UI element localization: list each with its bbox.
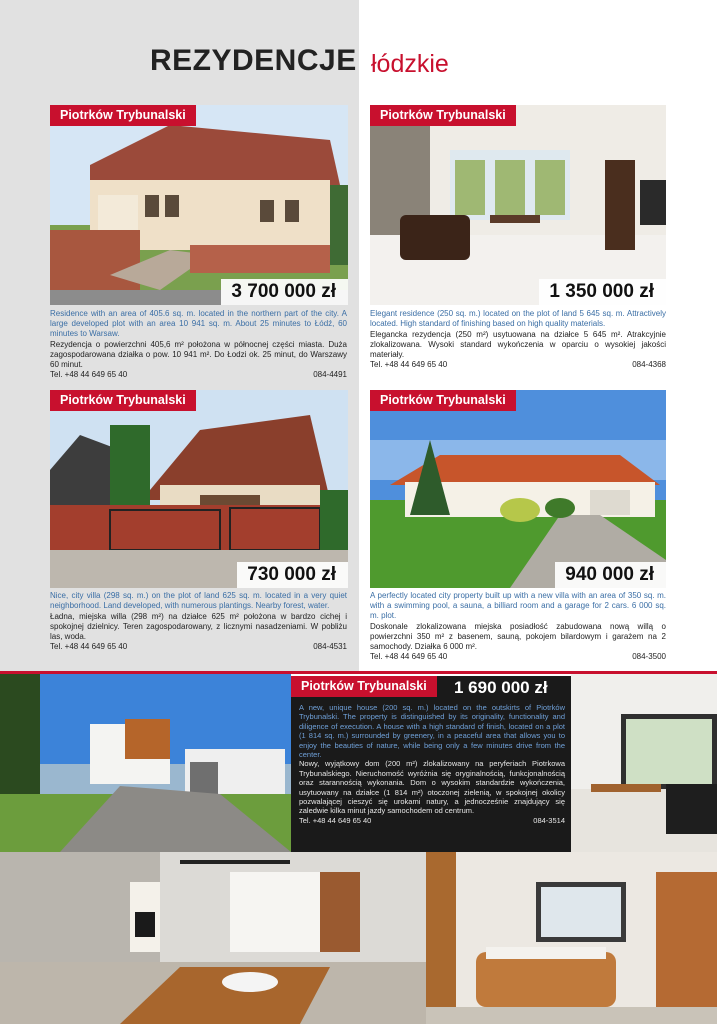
description-polish: Doskonale zlokalizowana miejska posiadłość zabudowana nową willą o powierzchni 350 m² z basenem, sauną, pokojem bilardowym i garażem na 2 samochody. Działka 6 000 m². [370,622,666,651]
listing-description-4 [370,591,666,662]
phone-number[interactable]: Tel. +48 44 649 65 40 [50,642,128,651]
description-english: A new, unique house (200 sq. m.) located on the outskirts of Piotrków Trybunalski. The property is distinguished by its originality, functionality and diligence of execution. A house with a high standard of finish, located on a plot (1 814 sq. m.) surrounded by greenery, in a peaceful area that allows you to enjoy the beauties of nature, while being only a few minutes drive from the center. [299,703,565,760]
featured-kitchen-photo [0,852,426,1024]
description-english: Elegant residence (250 sq. m.) located on the plot of land 5 645 sq. m. Attractively located. High standard of finishing based on high quality materials. [370,309,666,328]
listing-description-2 [370,309,666,370]
description-english: Nice, city villa (298 sq. m.) on the plot of land 625 sq. m. located in a very quiet neighborhood. Land developed, with numerous plantings. Nearby forest, water. [50,591,347,610]
description-english: A perfectly located city property built up with a new villa with an area of 350 sq. m. with a swimming pool, a sauna, a billiard room and a garage for 2 cars. 6 000 sq. m. plot. [370,591,666,620]
location-tag: Piotrków Trybunalski [370,105,516,126]
phone-number[interactable]: Tel. +48 44 649 65 40 [370,360,448,369]
description-polish: Ładna, miejska willa (298 m²) na działce 625 m² położona w bardzo cichej i spokojnej dzielnicy. Teren zagospodarowany, z licznymi nasadzeniami. W pobliżu las, woda. [50,612,347,641]
description-english: Residence with an area of 405.6 sq. m. located in the northern part of the city. A large developed plot with an area 10 941 sq. m. About 25 minutes to Łódź, 60 minutes to Warsaw. [50,309,347,338]
description-polish: Rezydencja o powierzchni 405,6 m² położona w północnej części miasta. Duża zagospodarowana działka o pow. 10 941 m². Do Łodzi ok. 25 minut, do Warszawy 60 minut. [50,340,347,369]
listing-photo-3 [50,390,348,588]
price-label: 940 000 zł [555,562,666,588]
listing-description-1 [50,309,347,380]
listing-card-2[interactable] [370,105,666,305]
reference-number: 084-3514 [533,815,565,825]
featured-bathroom-photo [426,852,717,1024]
reference-number: 084-4491 [313,370,347,379]
featured-listing-panel[interactable] [291,676,571,852]
featured-description [299,703,565,825]
listing-photo-2 [370,105,666,305]
location-tag: Piotrków Trybunalski [291,676,437,697]
description-polish: Nowy, wyjątkowy dom (200 m²) zlokalizowany na peryferiach Piotrkowa Trybunalskiego. Nieruchomość wyróżnia się oryginalnością, funkcjonalnością oraz starannością wykonania. Dom o wysokim standardzie wykończenia, usytuowany na działce (1 814 m²) otoczonej zielenią, w spokojnej okolicy pozwalającej cieszyć się urokami natury, a jednocześnie znajdujący się zaledwie kilka minut jazdy samochodem od centrum. [299,759,565,816]
region-subtitle: łódzkie [371,50,449,78]
location-tag: Piotrków Trybunalski [370,390,516,411]
reference-number: 084-4368 [632,360,666,369]
listing-photo-4 [370,390,666,588]
reference-number: 084-4531 [313,642,347,651]
phone-number[interactable]: Tel. +48 44 649 65 40 [50,370,128,379]
reference-number: 084-3500 [632,652,666,661]
listing-card-1[interactable] [50,105,348,305]
price-label: 3 700 000 zł [221,279,348,305]
location-tag: Piotrków Trybunalski [50,390,196,411]
contact-row [370,652,666,662]
location-tag: Piotrków Trybunalski [50,105,196,126]
phone-number[interactable]: Tel. +48 44 649 65 40 [370,652,448,661]
phone-number[interactable]: Tel. +48 44 649 65 40 [299,815,372,825]
featured-dining-photo [571,674,717,852]
price-label: 1 350 000 zł [539,279,666,305]
page-title: REZYDENCJE [150,44,357,77]
listing-card-4[interactable] [370,390,666,588]
price-label: 1 690 000 zł [454,678,548,697]
contact-row [299,816,565,825]
price-label: 730 000 zł [237,562,348,588]
contact-row [370,360,666,370]
description-polish: Elegancka rezydencja (250 m²) usytuowana na działce 5 645 m². Atrakcyjnie zlokalizowana. Wysoki standard wykończenia w oparciu o wysokiej jakości materiały. [370,330,666,359]
listing-card-3[interactable] [50,390,348,588]
listing-photo-1 [50,105,348,305]
contact-row [50,642,347,652]
featured-exterior-photo [0,674,291,852]
listing-description-3 [50,591,347,652]
contact-row [50,370,347,380]
